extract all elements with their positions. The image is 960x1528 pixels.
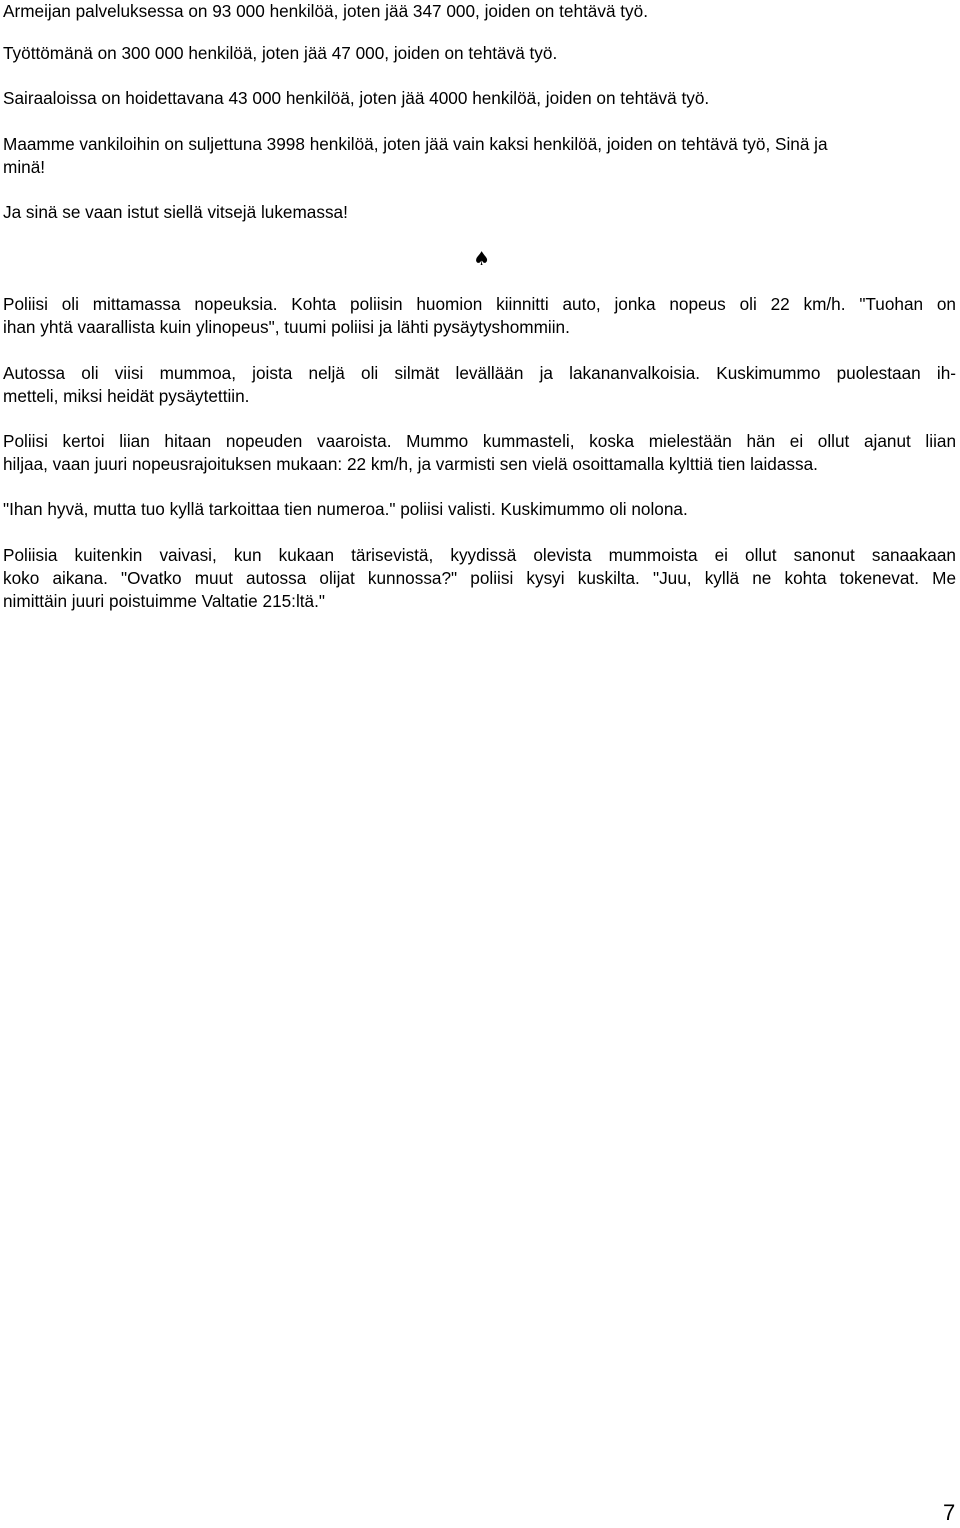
story-paragraph-3 [3, 430, 956, 476]
story-paragraph-2-line-1: Autossa oli viisi mummoa, joista neljä oli silmät levällään ja lakananvalkoisia. Kuskimummo puolestaan ih- [3, 363, 956, 383]
intro-line-prison-text-2: minä! [3, 157, 46, 177]
story-paragraph-2 [3, 362, 956, 408]
story-paragraph-1-line-2: ihan yhtä vaarallista kuin ylinopeus", tuumi poliisi ja lähti pysäytyshommiin. [3, 317, 570, 337]
page-number: 7 [943, 1500, 956, 1525]
story-paragraph-3-line-2: hiljaa, vaan juuri nopeusrajoituksen mukaan: 22 km/h, ja varmisti sen vielä osoittamalla kylttiä tien laidassa. [3, 454, 818, 474]
story-paragraph-5 [3, 544, 956, 613]
intro-line-unemployed [3, 42, 956, 65]
story-paragraph-4 [3, 498, 956, 521]
story-paragraph-5-line-2: koko aikana. "Ovatko muut autossa olijat kunnossa?" poliisi kysyi kuskilta. "Juu, kyllä ne kohta tokenevat. Me [3, 568, 956, 588]
story-paragraph-2-line-2: metteli, miksi heidät pysäytettiin. [3, 386, 250, 406]
intro-line-hospital [3, 87, 956, 110]
intro-line-hospital-text: Sairaaloissa on hoidettavana 43 000 henkilöä, joten jää 4000 henkilöä, joiden on tehtävä työ. [3, 88, 710, 108]
story-paragraph-4-line-1: "Ihan hyvä, mutta tuo kyllä tarkoittaa tien numeroa." poliisi valisti. Kuskimummo oli nolona. [3, 499, 688, 519]
document-page [3, 0, 956, 1528]
story-paragraph-1-line-1: Poliisi oli mittamassa nopeuksia. Kohta poliisin huomion kiinnitti auto, jonka nopeus oli 22 km/h. "Tuohan on [3, 294, 956, 314]
intro-line-unemployed-text: Työttömänä on 300 000 henkilöä, joten jää 47 000, joiden on tehtävä työ. [3, 43, 558, 63]
intro-line-punchline-text: Ja sinä se vaan istut siellä vitsejä lukemassa! [3, 202, 348, 222]
story-paragraph-1 [3, 293, 956, 339]
intro-line-punchline [3, 201, 956, 224]
story-paragraph-5-line-3: nimittäin juuri poistuimme Valtatie 215:ltä." [3, 591, 325, 611]
intro-line-army [3, 0, 956, 23]
intro-line-army-text: Armeijan palveluksessa on 93 000 henkilöä, joten jää 347 000, joiden on tehtävä työ. [3, 1, 648, 21]
intro-line-prison-text-1: Maamme vankiloihin on suljettuna 3998 henkilöä, joten jää vain kaksi henkilöä, joiden on tehtävä työ, Sinä ja [3, 134, 828, 154]
spade-icon: ♠ [473, 248, 491, 270]
intro-line-prison [3, 133, 956, 179]
story-paragraph-5-line-1: Poliisia kuitenkin vaivasi, kun kukaan tärisevistä, kyydissä olevista mummoista ei ollut sanonut sanaakaan [3, 545, 956, 565]
story-paragraph-3-line-1: Poliisi kertoi liian hitaan nopeuden vaaroista. Mummo kummasteli, koska mielestään hän ei ollut ajanut liian [3, 431, 956, 451]
